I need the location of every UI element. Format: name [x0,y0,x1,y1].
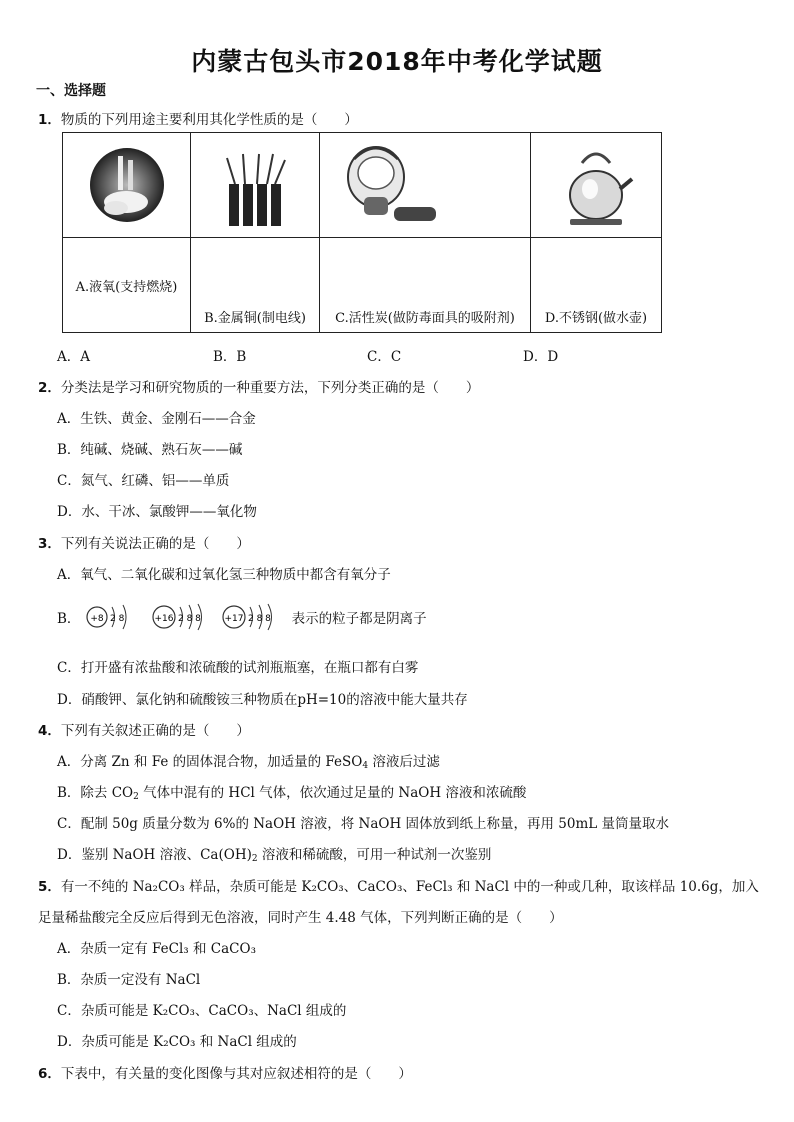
q1-cell-b-label: B.金属铜(制电线) [191,238,320,333]
shell-label: 2 8 8 [178,614,201,624]
q2-option-a: A．生铁、黄金、金刚石——合金 [57,411,256,427]
section-heading: 一、选择题 [36,83,106,99]
question-2: 2．分类法是学习和研究物质的一种重要方法，下列分类正确的是（ ） [38,380,480,396]
q4-option-b: B．除去 $CO_2$ 气体中混有的 HCl 气体，依次通过足量的 NaOH 溶液和浓硫酸 [57,785,527,802]
q5-option-b: B．杂质一定没有 NaCl [57,972,201,988]
shell-label: 2 8 8 [248,614,272,624]
question-3: 3．下列有关说法正确的是（ ） [38,536,250,552]
question-stem: 下表中，有关量的变化图像与其对应叙述相符的是（ ） [60,1066,412,1082]
q1-cell-d-label: D.不锈钢(做水壶) [531,238,662,333]
q5-option-a: A．杂质一定有 FeCl₃ 和 CaCO₃ [57,941,256,957]
q1-cell-a-image [63,133,191,238]
q3-option-c: C．打开盛有浓盐酸和浓硫酸的试剂瓶瓶塞，在瓶口都有白雾 [57,660,419,676]
q1-cell-c-image [320,133,531,238]
question-stem: 下列有关叙述正确的是（ ） [60,723,250,739]
question-1 [38,108,358,128]
question-5-line-2: 足量稀盐酸完全反应后得到无色溶液，同时产生 4.48 气体，下列判断正确的是（ ） [38,910,563,926]
q2-option-b: B．纯碱、烧碱、熟石灰——碱 [57,442,243,458]
q1-option-a: A．A [57,349,90,365]
q1-option-c: C．C [367,349,402,365]
question-stem: 有一不纯的 Na₂CO₃ 样品，杂质可能是 K₂CO₃、CaCO₃、FeCl₃ 和 NaCl 中的一种或几种，取该样品 10.6g，加入 [60,879,759,895]
nucleus-label: +8 [90,614,104,624]
nucleus-label: +16 [154,614,174,624]
q2-option-d: D．水、干冰、氯酸钾——氧化物 [57,504,257,520]
question-stem: 下列有关说法正确的是（ ） [60,536,250,552]
q5-option-c: C．杂质可能是 K₂CO₃、CaCO₃、NaCl 组成的 [57,1003,347,1019]
rocket-launch-icon [88,146,166,224]
q1-option-d: D．D [523,349,559,365]
q4-option-d: D．鉴别 NaOH 溶液、$Ca(OH)_2$ 溶液和稀硫酸，可用一种试剂一次鉴别 [57,847,492,864]
q1-option-b: B．B [213,349,247,365]
q1-cell-c-label: C.活性炭(做防毒面具的吸附剂) [320,238,531,333]
q1-image-table [62,132,662,333]
shell-label: 2 8 [109,614,125,624]
page-title: 内蒙古包头市2018年中考化学试题 [191,47,603,76]
q4-option-a: A．分离 Zn 和 Fe 的固体混合物，加适量的 FeSO$_4$ 溶液后过滤 [57,754,440,771]
atom-structure-s2-icon [151,602,217,632]
question-4: 4．下列有关叙述正确的是（ ） [38,723,250,739]
q1-cell-a-label: A.液氧(支持燃烧) [63,238,191,333]
kettle-icon [556,139,636,231]
copper-wire-icon [213,140,297,230]
nucleus-label: +17 [224,614,244,624]
q1-cell-b-image [191,133,320,238]
q5-option-d: D．杂质可能是 K₂CO₃ 和 NaCl 组成的 [57,1034,297,1050]
gas-mask-icon [334,137,444,233]
question-stem: 分类法是学习和研究物质的一种重要方法，下列分类正确的是（ ） [60,380,480,396]
question-stem: 物质的下列用途主要利用其化学性质的是（ ） [60,112,358,128]
atom-structure-cl-icon [221,602,287,632]
q3-option-a: A．氧气、二氧化碳和过氧化氢三种物质中都含有氧分子 [57,567,391,583]
question-5: 5．有一不纯的 Na₂CO₃ 样品，杂质可能是 K₂CO₃、CaCO₃、FeCl₃ 和 NaCl 中的一种或几种，取该样品 10.6g，加入 [38,879,759,895]
q4-option-c: C．配制 50g 质量分数为 6%的 NaOH 溶液，将 NaOH 固体放到纸上称量，再用 50mL 量筒量取水 [57,816,670,832]
q2-option-c: C．氮气、红磷、铝——单质 [57,473,230,489]
atom-structure-o2-icon [85,602,147,632]
q1-cell-d-image [531,133,662,238]
q3-option-b: B． +8 2 8 +16 2 8 8 +17 2 8 8 表示的粒子都是阴离子 [57,602,427,632]
q3-option-d: D．硝酸钾、氯化钠和硫酸铵三种物质在pH=10的溶液中能大量共存 [57,692,468,708]
question-number: 1． [38,112,61,128]
question-6: 6．下表中，有关量的变化图像与其对应叙述相符的是（ ） [38,1066,412,1082]
